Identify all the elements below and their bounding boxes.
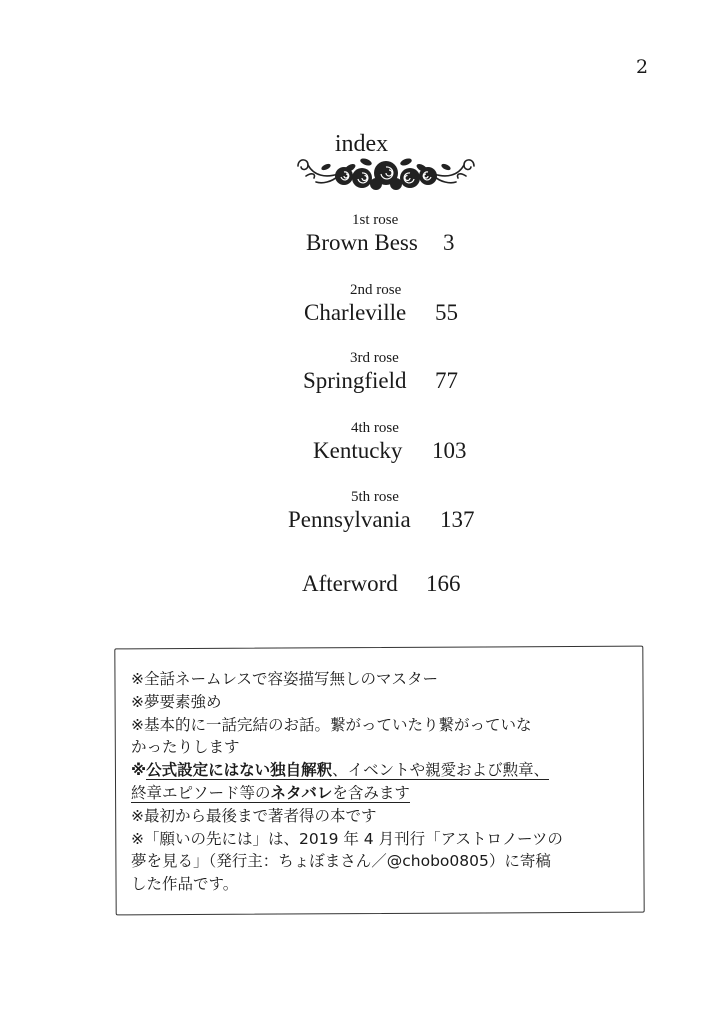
toc-entry-label: 4th rose [351, 420, 399, 436]
toc-entry-title: Charleville [304, 300, 407, 325]
note-item-continued: かったりします [131, 738, 240, 757]
toc-entry-page: 55 [435, 300, 458, 325]
toc-entry-page: 137 [440, 507, 475, 532]
toc-entry-page: 166 [426, 571, 461, 596]
note-item-spoiler-warning [131, 759, 641, 782]
toc-entry-label: 1st rose [352, 212, 399, 228]
note-text: 終章エピソード等の [131, 783, 271, 802]
notes-list [131, 668, 641, 896]
note-text: を含みます [332, 783, 410, 802]
note-text: 、イベントや親愛および勲章、 [332, 761, 550, 780]
note-item-continued: 夢を見る」（発行主：ちょぼまさん／@chobo0805）に寄稿 [131, 852, 551, 871]
index-title: index [334, 131, 389, 157]
note-item: ※全話ネームレスで容姿描写無しのマスター [131, 670, 439, 688]
toc-entry-title: Springfield [303, 368, 407, 393]
toc-entry-3rd-rose [0, 350, 723, 410]
toc-entry-title: Brown Bess [306, 230, 418, 255]
toc-entry-4th-rose [0, 420, 723, 480]
toc-entry-page: 77 [435, 368, 458, 393]
toc-entry-2nd-rose [0, 282, 723, 342]
rose-flourish-ornament-icon [292, 154, 480, 192]
note-item-continued [131, 782, 641, 805]
toc-entry-1st-rose [0, 212, 723, 272]
toc-entry-title: Afterword [302, 571, 398, 596]
note-item: ※「願いの先には」は、2019 年 4 月刊行「アストロノーツの [131, 829, 563, 848]
note-item: ※基本的に一話完結のお話。繋がっていたり繋がっていな [131, 715, 532, 734]
toc-entry-title: Kentucky [313, 438, 403, 463]
toc-entry-page: 3 [443, 230, 455, 255]
note-bullet: ※ [131, 761, 147, 780]
note-emphasis: ネタバレ [270, 783, 333, 802]
page-number: 2 [636, 56, 649, 78]
toc-entry-afterword [0, 553, 723, 613]
toc-entry-page: 103 [432, 438, 467, 463]
toc-entry-label: 5th rose [351, 489, 399, 505]
note-item-continued: した作品です。 [131, 875, 239, 894]
toc-entry-5th-rose [0, 489, 723, 549]
note-item: ※最初から最後まで著者得の本です [131, 806, 377, 825]
note-item: ※夢要素強め [131, 692, 222, 711]
toc-entry-label: 2nd rose [350, 282, 402, 298]
note-emphasis: 公式設定にはない独自解釈 [146, 761, 333, 780]
toc-entry-title: Pennsylvania [288, 507, 411, 532]
toc-entry-label: 3rd rose [350, 350, 399, 366]
